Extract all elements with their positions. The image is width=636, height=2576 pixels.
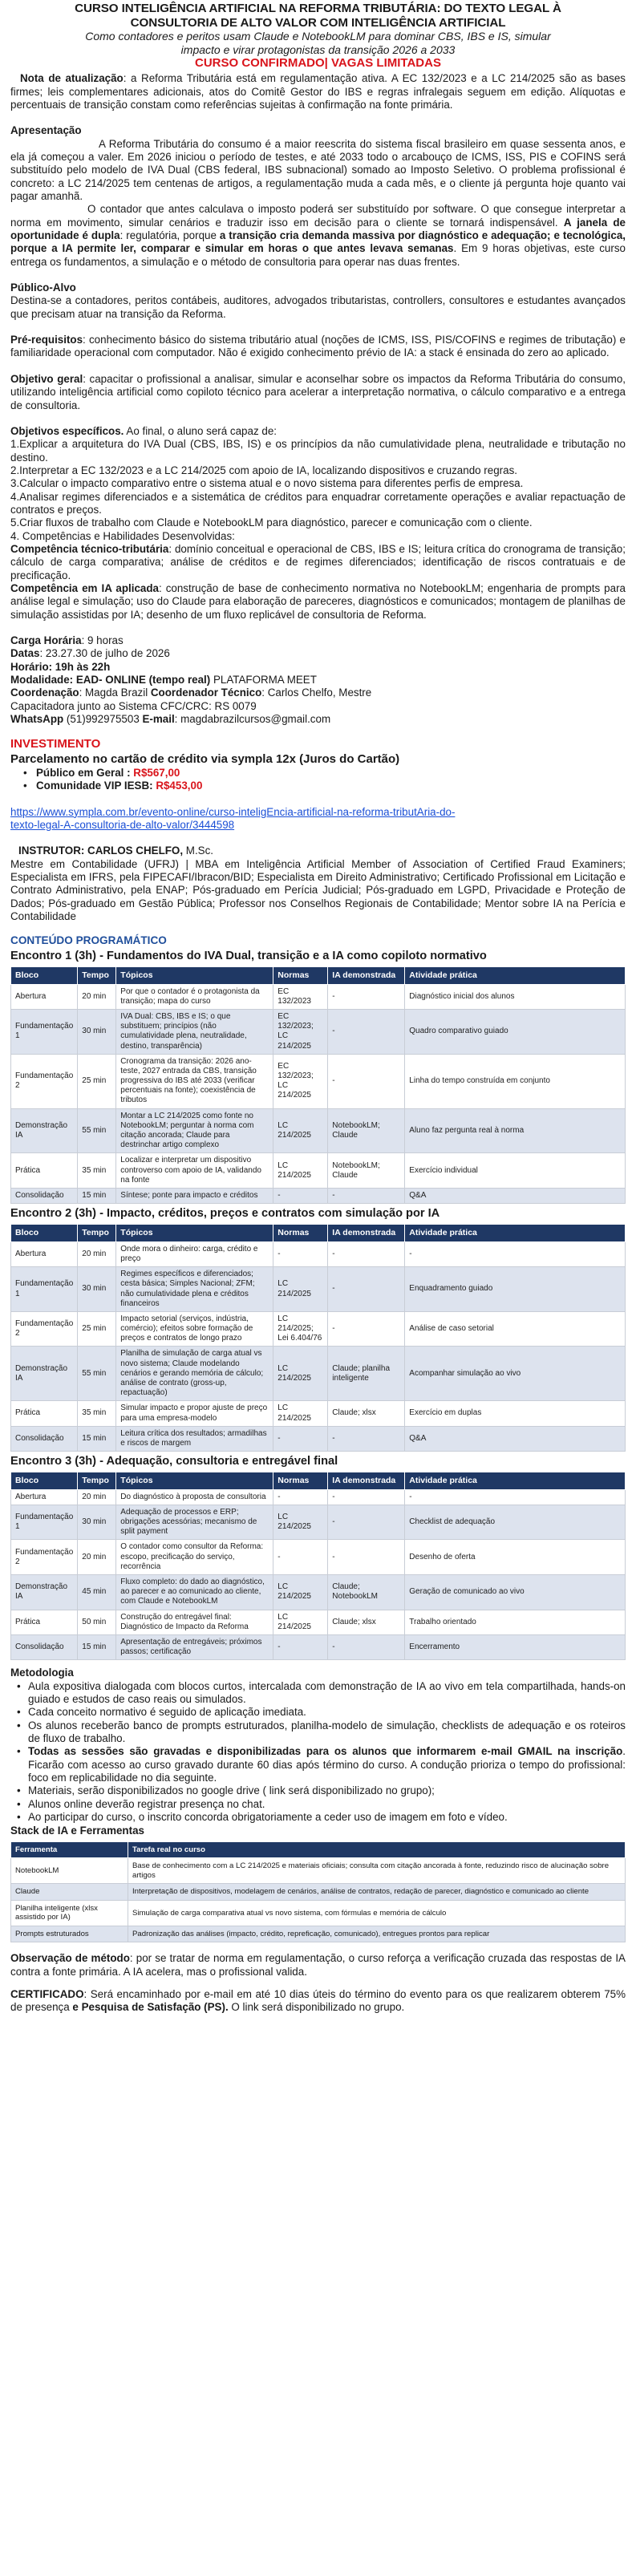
table-cell: Fundamentação 1: [11, 1267, 78, 1312]
instructor: INSTRUTOR: CARLOS CHELFO, M.Sc. Mestre em Contabilidade (UFRJ) | MBA em Inteligência Artificial Member of Association of Certified Fraud Examiners; Especialista em IFRS, pela FIPECAFI/Ibracon/BID; Especialista em Direito Administrativo; Certificado Profissional em Licitação e Contrato Administrativo, pela ENAP; Pós-graduado em Perícia Judicial; Pós-graduado em LGPD, Privacidade e Proteção de Dados; Pós-graduado em Gestão Pública; Professor nos Conselhos Regionais de Contabilidade; Mentor sobre IA na Perícia e Contabilidade: [10, 844, 626, 923]
table-cell: -: [328, 1634, 405, 1659]
table-cell: Síntese; ponte para impacto e créditos: [116, 1188, 273, 1203]
table-cell: Fundamentação 2: [11, 1054, 78, 1108]
table-row: [11, 1489, 626, 1505]
table-row: [11, 1401, 626, 1426]
table-cell: Prática: [11, 1153, 78, 1189]
table-cell: NotebookLM; Claude: [328, 1153, 405, 1189]
column-header: Normas: [273, 966, 328, 984]
table-row: [11, 984, 626, 1009]
column-header: IA demonstrada: [328, 1472, 405, 1489]
update-note-text: : a Reforma Tributária está em regulamentação ativa. A EC 132/2023 e a LC 214/2025 são as bases firmes; leis complementares adicionais, atos do Comitê Gestor do IBS e regras infralegais seguem em edição. Alíquotas e percentuais de transição constam como referências sujeitas à confirmação na fonte primária.: [10, 72, 626, 111]
table-cell: 25 min: [78, 1311, 116, 1347]
table-cell: Do diagnóstico à proposta de consultoria: [116, 1489, 273, 1505]
table-cell: -: [328, 1188, 405, 1203]
table-cell: Consolidação: [11, 1188, 78, 1203]
table-cell: Demonstração IA: [11, 1575, 78, 1610]
objective-item: 3.Calcular o impacto comparativo entre o sistema atual e o novo sistema para diferentes perfis de empresa.: [10, 477, 524, 490]
table-cell: Prática: [11, 1610, 78, 1634]
table-cell: -: [328, 1505, 405, 1540]
target-audience-text: Destina-se a contadores, peritos contábeis, auditores, advogados tributaristas, controllers, consultores e estudantes avançados que precisam atuar na transição da Reforma.: [10, 294, 626, 320]
table-row: [11, 1426, 626, 1451]
encounter-3-title: Encontro 3 (3h) - Adequação, consultoria e entregável final: [10, 1455, 338, 1468]
table-cell: -: [273, 1540, 328, 1575]
table-cell: Abertura: [11, 1241, 78, 1266]
table-cell: Trabalho orientado: [405, 1610, 626, 1634]
table-cell: -: [328, 1267, 405, 1312]
stack-table: [10, 1841, 626, 1943]
course-header: [10, 2, 626, 71]
sympla-link-line-2[interactable]: texto-legal-A-consultoria-de-alto-valor/3444598: [10, 819, 235, 832]
table-cell: O contador como consultor da Reforma: escopo, precificação do serviço, recorrência: [116, 1540, 273, 1575]
accreditation: Capacitadora junto ao Sistema CFC/CRC: RS 0079: [10, 699, 257, 712]
table-cell: LC 214/2025: [273, 1153, 328, 1189]
table-cell: -: [405, 1489, 626, 1505]
encounter-2-title: Encontro 2 (3h) - Impacto, créditos, preços e contratos com simulação por IA: [10, 1207, 440, 1221]
table-cell: LC 214/2025: [273, 1505, 328, 1540]
table-cell: LC 214/2025; Lei 6.404/76: [273, 1311, 328, 1347]
coordination: Coordenação: Magda Brazil Coordenador Técnico: Carlos Chelfo, Mestre: [10, 687, 372, 699]
table-row: [11, 1311, 626, 1347]
table-cell: 20 min: [78, 1241, 116, 1266]
table-cell: Impacto setorial (serviços, indústria, comércio); efeitos sobre formação de preços e contratos de longo prazo: [116, 1311, 273, 1347]
table-cell: Apresentação de entregáveis; próximos passos; certificação: [116, 1634, 273, 1659]
column-header: Atividade prática: [405, 1224, 626, 1241]
encounter-1-title: Encontro 1 (3h) - Fundamentos do IVA Dual, transição e a IA como copiloto normativo: [10, 950, 487, 963]
table-cell: Claude; NotebookLM: [328, 1575, 405, 1610]
table-cell: Checklist de adequação: [405, 1505, 626, 1540]
table-cell: NotebookLM; Claude: [328, 1108, 405, 1153]
instructor-bio: Mestre em Contabilidade (UFRJ) | MBA em Inteligência Artificial Member of Association of Certified Fraud Examiners; Especialista em IFRS, pela FIPECAFI/Ibracon/BID; Especialista em Direito Administrativo; Certificado Profissional em Licitação e Contrato Administrativo, pela ENAP; Pós-graduado em Perícia Judicial; Pós-graduado em LGPD, Privacidade e Proteção de Dados; Pós-graduado em Gestão Pública; Professor nos Conselhos Regionais de Contabilidade; Mentor sobre IA na Perícia e Contabilidade: [10, 857, 626, 923]
methodology-item: • Materiais, serão disponibilizados no google drive ( link será disponibilizado no grupo);: [10, 1784, 626, 1797]
program-heading: CONTEÚDO PROGRAMÁTICO: [10, 934, 167, 947]
table-cell: Q&A: [405, 1188, 626, 1203]
table-cell: 20 min: [78, 984, 116, 1009]
column-header: Bloco: [11, 966, 78, 984]
objective-item: 2.Interpretar a EC 132/2023 e a LC 214/2025 com apoio de IA, localizando dispositivos e cruzando regras.: [10, 464, 517, 476]
table-cell: LC 214/2025: [273, 1401, 328, 1426]
table-cell: Fundamentação 2: [11, 1540, 78, 1575]
table-row: [11, 1188, 626, 1203]
schedule: Horário: 19h às 22h: [10, 660, 111, 673]
table-cell: Consolidação: [11, 1634, 78, 1659]
table-cell: Fluxo completo: do dado ao diagnóstico, ao parecer e ao comunicado ao cliente, com Claude e NotebookLM: [116, 1575, 273, 1610]
price-vip: • Comunidade VIP IESB: R$453,00: [23, 780, 626, 792]
column-header: Tópicos: [116, 1472, 273, 1489]
contact: WhatsApp (51)992975503 E-mail: magdabrazilcursos@gmail.com: [10, 713, 331, 726]
table-row: [11, 1241, 626, 1266]
column-header: IA demonstrada: [328, 1224, 405, 1241]
table-row: [11, 1153, 626, 1189]
dates: Datas: 23.27.30 de julho de 2026: [10, 647, 170, 660]
presentation-paragraph-1: A Reforma Tributária do consumo é a maior reescrita do sistema fiscal brasileiro em quase sessenta anos, e ela já começou a valer. Em 2026 iniciou o período de testes, e até 2033 todo o arcabouço de ICMS, ISS, PIS e COFINS será substituído pelo modelo de IVA Dual (CBS federal, IBS subnacional) somado ao Imposto Seletivo. O problema profissional é concreto: a LC 214/2025 tem centenas de artigos, a regulamentação muda a cada mês, e o cliente já pergunta hoje quanto vai pagar amanhã.: [10, 137, 626, 203]
table-cell: -: [273, 1489, 328, 1505]
table-cell: -: [273, 1634, 328, 1659]
course-title-line-2: CONSULTORIA DE ALTO VALOR COM INTELIGÊNCIA ARTIFICIAL: [130, 15, 506, 30]
table-cell: Análise de caso setorial: [405, 1311, 626, 1347]
table-cell: EC 132/2023: [273, 984, 328, 1009]
table-cell: Consolidação: [11, 1426, 78, 1451]
encounter-3-table: [10, 1472, 626, 1660]
course-subtitle-line-2: impacto e virar protagonistas da transição 2026 a 2033: [180, 43, 456, 56]
table-row: [11, 1267, 626, 1312]
table-cell: 55 min: [78, 1108, 116, 1153]
table-cell: Localizar e interpretar um dispositivo controverso com apoio de IA, validando na fonte: [116, 1153, 273, 1189]
table-cell: -: [273, 1188, 328, 1203]
methodology-item: • Cada conceito normativo é seguido de aplicação imediata.: [10, 1706, 626, 1719]
table-cell: 20 min: [78, 1489, 116, 1505]
table-cell: Regimes específicos e diferenciados; cesta básica; Simples Nacional; ZFM; não cumulatividade plena e créditos financeiros: [116, 1267, 273, 1312]
column-header: IA demonstrada: [328, 966, 405, 984]
table-cell: -: [405, 1241, 626, 1266]
table-cell: Acompanhar simulação ao vivo: [405, 1347, 626, 1401]
course-info: [10, 634, 626, 726]
installment-info: Parcelamento no cartão de crédito via sympla 12x (Juros do Cartão): [10, 751, 400, 766]
price-general: • Público em Geral : R$567,00: [23, 767, 626, 780]
table-row: Claude Interpretação de dispositivos, modelagem de cenários, análise de contratos, redação de parecer, diagnóstico e comunicado ao cliente: [11, 1884, 626, 1901]
table-row: Planilha inteligente (xlsx assistido por IA) Simulação de carga comparativa atual vs novo sistema, com fórmulas e memória de cálculo: [11, 1900, 626, 1926]
table-cell: Demonstração IA: [11, 1108, 78, 1153]
table-cell: EC 132/2023; LC 214/2025: [273, 1054, 328, 1108]
table-cell: Onde mora o dinheiro: carga, crédito e preço: [116, 1241, 273, 1266]
competency-ai: Competência em IA aplicada: construção de base de conhecimento normativa no NotebookLM; engenharia de prompts para análise legal e simulação; uso do Claude para elaboração de pareceres, diagnósticos e comunicados; montagem de planilhas de simulação assistidas por IA; desenho de um fluxo replicável de consultoria de Reforma.: [10, 581, 626, 621]
methodology-item: • Alunos online deverão registrar presença no chat.: [10, 1798, 626, 1811]
table-row: [11, 1347, 626, 1401]
table-cell: Encerramento: [405, 1634, 626, 1659]
table-cell: Quadro comparativo guiado: [405, 1009, 626, 1054]
methodology-heading: Metodologia: [10, 1667, 74, 1679]
modality: Modalidade: EAD- ONLINE (tempo real) PLATAFORMA MEET: [10, 674, 317, 687]
table-row: [11, 1610, 626, 1634]
table-cell: Abertura: [11, 984, 78, 1009]
table-row: [11, 1108, 626, 1153]
table-cell: Aluno faz pergunta real à norma: [405, 1108, 626, 1153]
table-cell: LC 214/2025: [273, 1575, 328, 1610]
table-cell: Diagnóstico inicial dos alunos: [405, 984, 626, 1009]
table-row: [11, 1540, 626, 1575]
table-cell: Claude; xlsx: [328, 1610, 405, 1634]
table-cell: LC 214/2025: [273, 1108, 328, 1153]
table-cell: IVA Dual: CBS, IBS e IS; o que substituem; princípios (não cumulatividade plena, neutralidade, destino, transparência): [116, 1009, 273, 1054]
table-cell: LC 214/2025: [273, 1267, 328, 1312]
methodology-item-recordings: • Todas as sessões são gravadas e disponibilizadas para os alunos que informarem e-mail GMAIL na inscrição. Ficarão com acesso ao curso gravado durante 60 dias após término do curso. A condução prioriza o tempo do profissional: foco em replicabilidade no dia seguinte.: [10, 1745, 626, 1784]
table-cell: -: [328, 1054, 405, 1108]
stack-col-task: Tarefa real no curso: [128, 1841, 626, 1858]
column-header: Tempo: [78, 1224, 116, 1241]
stack-col-tool: Ferramenta: [11, 1841, 128, 1858]
table-cell: Enquadramento guiado: [405, 1267, 626, 1312]
table-cell: 15 min: [78, 1426, 116, 1451]
table-cell: Geração de comunicado ao vivo: [405, 1575, 626, 1610]
table-cell: EC 132/2023; LC 214/2025: [273, 1009, 328, 1054]
table-cell: -: [328, 1241, 405, 1266]
sympla-link[interactable]: [10, 806, 626, 832]
table-cell: -: [328, 1009, 405, 1054]
presentation-heading: Apresentação: [10, 124, 82, 137]
table-cell: Fundamentação 2: [11, 1311, 78, 1347]
specific-objectives: Objetivos específicos. Ao final, o aluno será capaz de: 1.Explicar a arquitetura do IVA Dual (CBS, IBS, IS) e os princípios da não cumulatividade plena, neutralidade e tributação no destino. 2.Interpretar a EC 132/2023 e a LC 214/2025 com apoio de IA, localizando dispositivos e cruzando regras. 3.Calcular o impacto comparativo entre o sistema atual e o novo sistema para diferentes perfis de empresa. 4.Analisar regimes diferenciados e a sistemática de créditos para enquadrar corretamente operações e avaliar repactuação de contratos e preços. 5.Criar fluxos de trabalho com Claude e NotebookLM para diagnóstico, parecer e comunicação com o cliente. 4. Competências e Habilidades Desenvolvidas: Competência técnico-tributária: domínio conceitual e operacional de CBS, IBS e IS; leitura crítica do cronograma de transição; cálculo de carga comparativa; análise de créditos e de regimes diferenciados; identificação de riscos contratuais e de precificação. Competência em IA aplicada: construção de base de conhecimento normativa no NotebookLM; engenharia de prompts para análise legal e simulação; uso do Claude para elaboração de pareceres, diagnósticos e comunicados; montagem de planilhas de simulação assistidas por IA; desenho de um fluxo replicável de consultoria de Reforma.: [10, 424, 626, 621]
investment-heading: INVESTIMENTO: [10, 737, 101, 751]
table-cell: 30 min: [78, 1267, 116, 1312]
table-cell: 20 min: [78, 1540, 116, 1575]
table-cell: Exercício individual: [405, 1153, 626, 1189]
table-cell: Desenho de oferta: [405, 1540, 626, 1575]
table-cell: -: [328, 1540, 405, 1575]
workload: Carga Horária: 9 horas: [10, 634, 124, 646]
table-cell: Q&A: [405, 1426, 626, 1451]
methodology-item: • Os alunos receberão banco de prompts estruturados, planilha-modelo de simulação, checklists de adequação e os roteiros de fluxo de trabalho.: [10, 1719, 626, 1746]
table-cell: Planilha de simulação de carga atual vs novo sistema; Claude modelando cenários e gerando memória de cálculo; análise de contrato (gross-up, repactuação): [116, 1347, 273, 1401]
table-cell: -: [273, 1241, 328, 1266]
table-row: [11, 1505, 626, 1540]
table-cell: Linha do tempo construída em conjunto: [405, 1054, 626, 1108]
table-cell: -: [273, 1426, 328, 1451]
column-header: Tempo: [78, 966, 116, 984]
table-row: [11, 1009, 626, 1054]
table-cell: Adequação de processos e ERP; obrigações acessórias; mecanismo de split payment: [116, 1505, 273, 1540]
competency-technical: Competência técnico-tributária: domínio conceitual e operacional de CBS, IBS e IS; leitura crítica do cronograma de transição; cálculo de carga comparativa; análise de créditos e de regimes diferenciados; identificação de riscos contratuais e de precificação.: [10, 542, 626, 581]
table-cell: -: [328, 1489, 405, 1505]
encounter-1-table: [10, 966, 626, 1204]
method-observation: Observação de método: por se tratar de norma em regulamentação, o curso reforça a verificação cruzada das respostas de IA contra a fonte primária. A IA acelera, mas o profissional valida.: [10, 1952, 626, 1978]
update-note: [10, 72, 626, 111]
competencies-heading: 4. Competências e Habilidades Desenvolvidas:: [10, 529, 235, 542]
column-header: Tópicos: [116, 1224, 273, 1241]
table-cell: Leitura crítica dos resultados; armadilhas e riscos de margem: [116, 1426, 273, 1451]
column-header: Bloco: [11, 1224, 78, 1241]
table-cell: Fundamentação 1: [11, 1505, 78, 1540]
methodology-item: • Aula expositiva dialogada com blocos curtos, intercalada com demonstração de IA ao vivo em tela compartilhada, hands-on guiado e estudos de caso reais ou simulados.: [10, 1680, 626, 1707]
table-cell: 30 min: [78, 1505, 116, 1540]
column-header: Atividade prática: [405, 966, 626, 984]
table-cell: 55 min: [78, 1347, 116, 1401]
table-cell: Cronograma da transição: 2026 ano-teste, 2027 entrada da CBS, transição progressiva do IBS até 2033 (verificar percentuais na fonte); coexistência de tributos: [116, 1054, 273, 1108]
column-header: Bloco: [11, 1472, 78, 1489]
table-cell: 45 min: [78, 1575, 116, 1610]
methodology-item: • Ao participar do curso, o inscrito concorda obrigatoriamente a ceder uso de imagem em foto e vídeo.: [10, 1811, 626, 1824]
table-cell: Abertura: [11, 1489, 78, 1505]
price-list: [23, 767, 626, 793]
table-cell: 35 min: [78, 1153, 116, 1189]
status-banner: CURSO CONFIRMADO| VAGAS LIMITADAS: [195, 56, 441, 71]
objective-item: 1.Explicar a arquitetura do IVA Dual (CBS, IBS, IS) e os princípios da não cumulatividade plena, neutralidade e tributação no destino.: [10, 438, 626, 464]
sympla-link-line-1[interactable]: https://www.sympla.com.br/evento-online/curso-inteligEncia-artificial-na-reforma-tributAria-do-: [10, 805, 456, 818]
objective-item: 5.Criar fluxos de trabalho com Claude e NotebookLM para diagnóstico, parecer e comunicação com o cliente.: [10, 516, 533, 529]
table-cell: -: [328, 1426, 405, 1451]
course-subtitle-line-1: Como contadores e peritos usam Claude e NotebookLM para dominar CBS, IBS e IS, simular: [85, 30, 551, 43]
table-cell: Claude; xlsx: [328, 1401, 405, 1426]
table-cell: -: [328, 1311, 405, 1347]
table-cell: 15 min: [78, 1634, 116, 1659]
certificate: CERTIFICADO: Será encaminhado por e-mail em até 10 dias úteis do término do evento para os que realizarem obterem 75% de presença e Pesquisa de Satisfação (PS). O link será disponibilizado no grupo.: [10, 1988, 626, 2014]
column-header: Normas: [273, 1224, 328, 1241]
table-row: [11, 1054, 626, 1108]
prerequisites: Pré-requisitos: conhecimento básico do sistema tributário atual (noções de ICMS, ISS, PIS/COFINS e regimes de tributação) e familiaridade operacional com computador. Não é exigido conhecimento prévio de IA: a stack é ensinada do zero ao aplicado.: [10, 334, 626, 359]
table-cell: 30 min: [78, 1009, 116, 1054]
table-cell: Prática: [11, 1401, 78, 1426]
objective-item: 4.Analisar regimes diferenciados e a sistemática de créditos para enquadrar corretamente operações e avaliar repactuação de contratos e preços.: [10, 490, 626, 516]
presentation-paragraph-2: O contador que antes calculava o imposto poderá ser substituído por software. O que consegue interpretar a norma em movimento, simular cenários e traduzir isso em decisão para o cliente se tornará indispensável. A janela de oportunidade é dupla: regulatória, porque a transição cria demanda massiva por diagnóstico e adequação; e tecnológica, porque a IA permite ler, comparar e simular em horas o que antes levava semanas. Em 9 horas objetivas, este curso entrega os fundamentos, a simulação e o método de consultoria para operar nas duas frentes.: [10, 203, 626, 268]
table-row: [11, 1634, 626, 1659]
table-cell: Exercício em duplas: [405, 1401, 626, 1426]
course-title-line-1: CURSO INTELIGÊNCIA ARTIFICIAL NA REFORMA TRIBUTÁRIA: DO TEXTO LEGAL À: [75, 2, 561, 15]
encounter-2-table: [10, 1224, 626, 1452]
column-header: Tópicos: [116, 966, 273, 984]
table-cell: LC 214/2025: [273, 1347, 328, 1401]
stack-heading: Stack de IA e Ferramentas: [10, 1825, 144, 1837]
table-row: Prompts estruturados Padronização das análises (impacto, crédito, repreficação, comunicado), entregues prontos para replicar: [11, 1926, 626, 1942]
table-cell: 25 min: [78, 1054, 116, 1108]
instructor-name: INSTRUTOR: CARLOS CHELFO,: [18, 844, 184, 857]
target-audience-heading: Público-Alvo: [10, 281, 76, 294]
table-cell: Claude; planilha inteligente: [328, 1347, 405, 1401]
table-row: [11, 1575, 626, 1610]
table-cell: LC 214/2025: [273, 1610, 328, 1634]
table-cell: Construção do entregável final: Diagnóstico de Impacto da Reforma: [116, 1610, 273, 1634]
column-header: Normas: [273, 1472, 328, 1489]
table-cell: 35 min: [78, 1401, 116, 1426]
table-cell: -: [328, 984, 405, 1009]
table-cell: Demonstração IA: [11, 1347, 78, 1401]
table-cell: Montar a LC 214/2025 como fonte no NotebookLM; perguntar à norma com citação ancorada; Claude para destrinchar artigo complexo: [116, 1108, 273, 1153]
general-objective: Objetivo geral: capacitar o profissional a analisar, simular e aconselhar sobre os impactos da Reforma Tributária do consumo, utilizando inteligência artificial como copiloto técnico para acelerar a interpretação normativa, o cálculo comparativo e a entrega de consultoria.: [10, 372, 626, 411]
table-cell: 15 min: [78, 1188, 116, 1203]
program-content: [10, 950, 626, 1660]
table-cell: Fundamentação 1: [11, 1009, 78, 1054]
table-cell: Simular impacto e propor ajuste de preço para uma empresa-modelo: [116, 1401, 273, 1426]
column-header: Atividade prática: [405, 1472, 626, 1489]
methodology-list: [10, 1680, 626, 1825]
update-note-label: Nota de atualização: [20, 72, 124, 85]
table-row: NotebookLM Base de conhecimento com a LC 214/2025 e materiais oficiais; consulta com citação ancorada à fonte, reduzindo risco de alucinação sobre artigos: [11, 1858, 626, 1884]
column-header: Tempo: [78, 1472, 116, 1489]
table-cell: Por que o contador é o protagonista da transição; mapa do curso: [116, 984, 273, 1009]
table-cell: 50 min: [78, 1610, 116, 1634]
